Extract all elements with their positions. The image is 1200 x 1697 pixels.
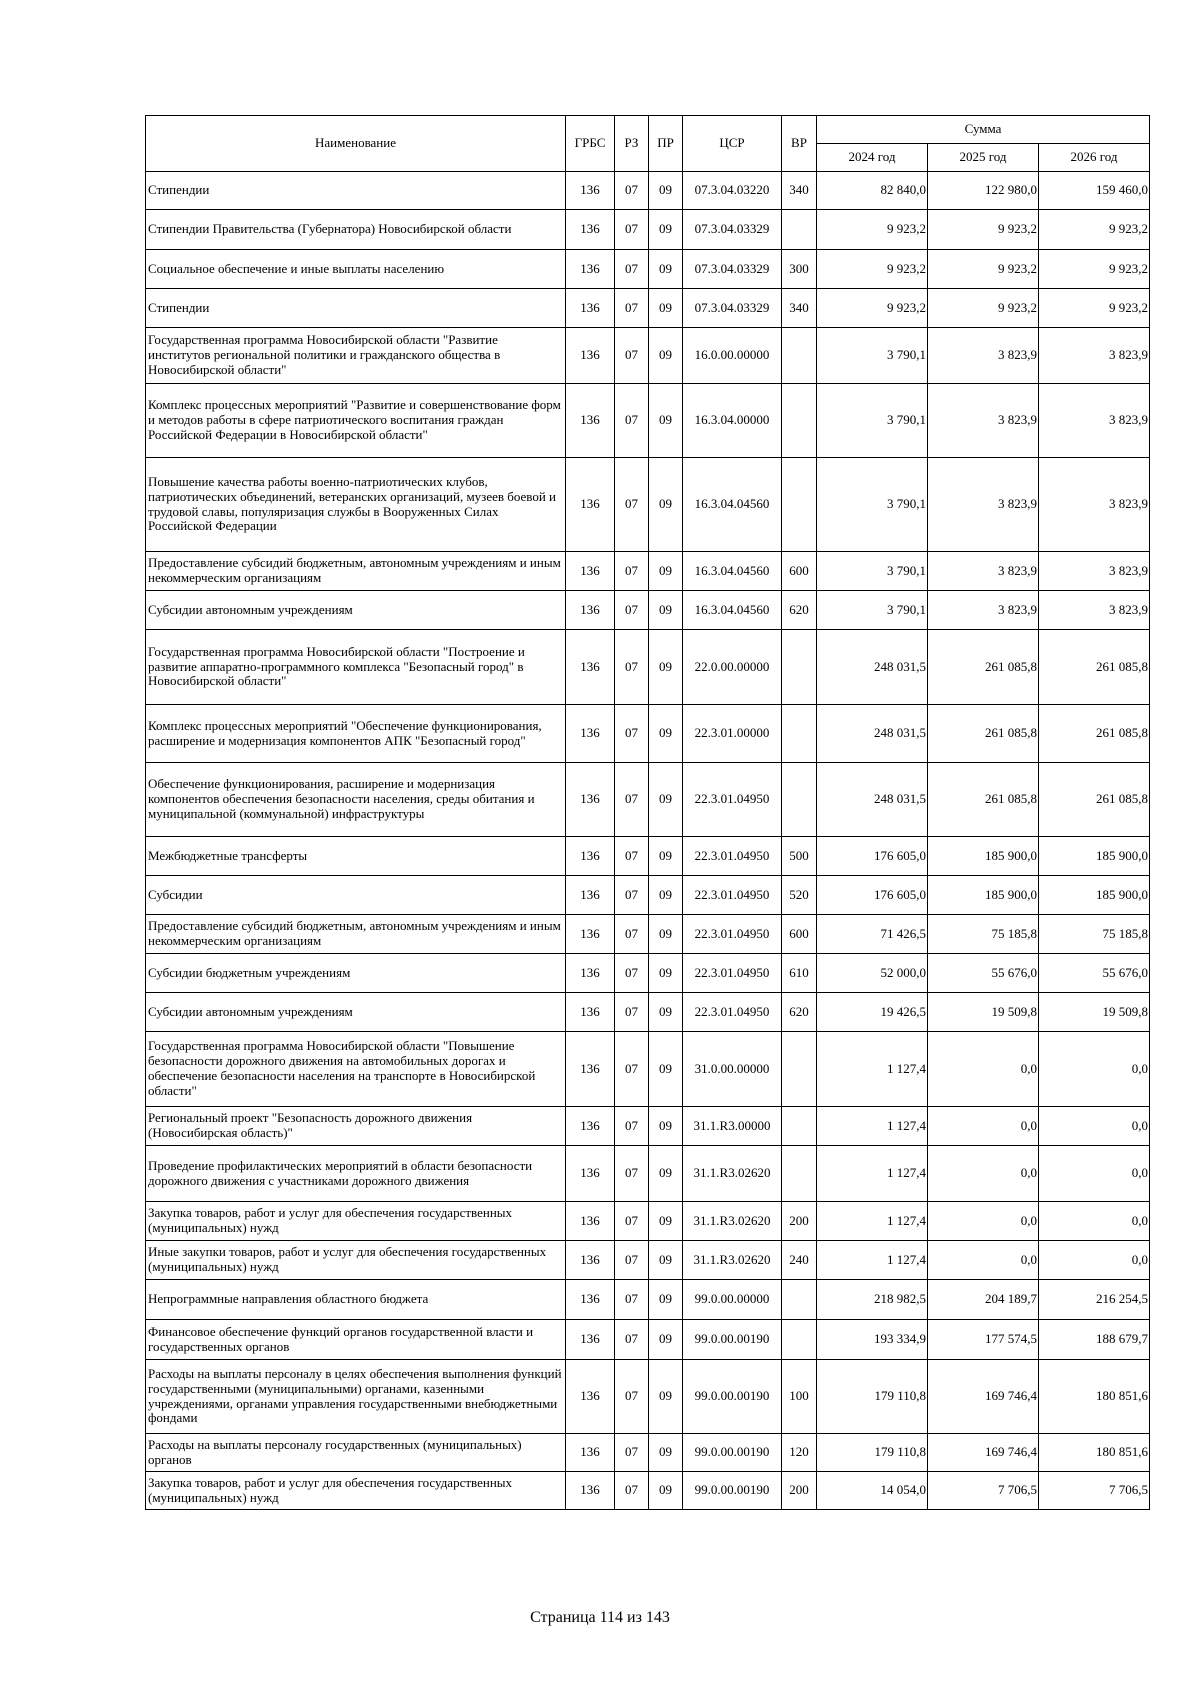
row-amount-2024: 248 031,5 (817, 630, 928, 705)
row-name: Государственная программа Новосибирской области "Построение и развитие аппаратно-программного комплекса "Безопасный город" в Новосибирской области" (146, 630, 566, 705)
row-amount-2026: 180 851,6 (1039, 1360, 1150, 1434)
table-row (146, 289, 1150, 328)
row-amount-2026: 0,0 (1039, 1032, 1150, 1107)
table-row (146, 591, 1150, 630)
row-pr: 09 (649, 1241, 683, 1280)
row-amount-2025: 75 185,8 (928, 915, 1039, 954)
row-vr: 300 (782, 250, 817, 289)
row-amount-2025: 9 923,2 (928, 210, 1039, 250)
row-pr: 09 (649, 384, 683, 458)
row-name: Предоставление субсидий бюджетным, автономным учреждениям и иным некоммерческим организациям (146, 915, 566, 954)
row-name: Субсидии бюджетным учреждениям (146, 954, 566, 993)
row-rz: 07 (615, 172, 649, 210)
row-rz: 07 (615, 1241, 649, 1280)
row-grbs: 136 (566, 1032, 615, 1107)
row-grbs: 136 (566, 289, 615, 328)
row-rz: 07 (615, 1360, 649, 1434)
row-amount-2024: 3 790,1 (817, 328, 928, 384)
row-vr: 240 (782, 1241, 817, 1280)
page-number: Страница 114 из 143 (530, 1609, 670, 1626)
row-grbs: 136 (566, 763, 615, 837)
row-csr: 99.0.00.00190 (683, 1434, 782, 1472)
row-vr (782, 458, 817, 552)
row-csr: 07.3.04.03220 (683, 172, 782, 210)
row-amount-2024: 179 110,8 (817, 1360, 928, 1434)
row-csr: 99.0.00.00190 (683, 1472, 782, 1510)
row-amount-2024: 71 426,5 (817, 915, 928, 954)
table-row (146, 954, 1150, 993)
row-name: Стипендии (146, 172, 566, 210)
row-pr: 09 (649, 1202, 683, 1241)
row-pr: 09 (649, 210, 683, 250)
row-grbs: 136 (566, 1360, 615, 1434)
row-vr: 340 (782, 289, 817, 328)
row-pr: 09 (649, 1032, 683, 1107)
row-grbs: 136 (566, 837, 615, 876)
row-amount-2025: 0,0 (928, 1241, 1039, 1280)
row-amount-2024: 218 982,5 (817, 1280, 928, 1320)
row-name: Субсидии автономным учреждениям (146, 993, 566, 1032)
row-name: Субсидии автономным учреждениям (146, 591, 566, 630)
row-csr: 31.0.00.00000 (683, 1032, 782, 1107)
row-grbs: 136 (566, 954, 615, 993)
row-amount-2026: 261 085,8 (1039, 705, 1150, 763)
row-rz: 07 (615, 1107, 649, 1146)
row-name: Государственная программа Новосибирской области "Развитие институтов региональной политики и гражданского общества в Новосибирской области" (146, 328, 566, 384)
row-csr: 22.3.01.04950 (683, 915, 782, 954)
row-amount-2026: 185 900,0 (1039, 876, 1150, 915)
row-amount-2024: 193 334,9 (817, 1320, 928, 1360)
header-rz: РЗ (615, 116, 649, 172)
row-rz: 07 (615, 915, 649, 954)
row-vr (782, 1280, 817, 1320)
row-rz: 07 (615, 1472, 649, 1510)
row-amount-2025: 9 923,2 (928, 289, 1039, 328)
row-rz: 07 (615, 954, 649, 993)
row-csr: 22.0.00.00000 (683, 630, 782, 705)
row-amount-2024: 1 127,4 (817, 1146, 928, 1202)
row-pr: 09 (649, 328, 683, 384)
row-csr: 99.0.00.00190 (683, 1360, 782, 1434)
row-name: Закупка товаров, работ и услуг для обеспечения государственных (муниципальных) нужд (146, 1202, 566, 1241)
row-grbs: 136 (566, 1472, 615, 1510)
table-row (146, 915, 1150, 954)
row-vr (782, 328, 817, 384)
row-rz: 07 (615, 328, 649, 384)
row-amount-2024: 176 605,0 (817, 876, 928, 915)
row-pr: 09 (649, 954, 683, 993)
row-amount-2026: 3 823,9 (1039, 458, 1150, 552)
row-rz: 07 (615, 1434, 649, 1472)
table-row (146, 1320, 1150, 1360)
table-row (146, 1472, 1150, 1510)
row-rz: 07 (615, 384, 649, 458)
row-amount-2024: 1 127,4 (817, 1241, 928, 1280)
row-amount-2026: 7 706,5 (1039, 1472, 1150, 1510)
row-pr: 09 (649, 876, 683, 915)
row-rz: 07 (615, 993, 649, 1032)
table-row (146, 210, 1150, 250)
row-amount-2026: 0,0 (1039, 1241, 1150, 1280)
row-amount-2024: 3 790,1 (817, 384, 928, 458)
row-grbs: 136 (566, 1241, 615, 1280)
row-vr (782, 210, 817, 250)
row-csr: 16.3.04.04560 (683, 458, 782, 552)
row-vr: 120 (782, 1434, 817, 1472)
row-grbs: 136 (566, 705, 615, 763)
row-pr: 09 (649, 1472, 683, 1510)
row-csr: 99.0.00.00000 (683, 1280, 782, 1320)
row-grbs: 136 (566, 993, 615, 1032)
row-csr: 31.1.R3.02620 (683, 1241, 782, 1280)
row-rz: 07 (615, 1280, 649, 1320)
row-pr: 09 (649, 552, 683, 591)
row-grbs: 136 (566, 1107, 615, 1146)
row-amount-2025: 204 189,7 (928, 1280, 1039, 1320)
header-2024: 2024 год (817, 144, 928, 172)
row-amount-2025: 3 823,9 (928, 552, 1039, 591)
row-rz: 07 (615, 591, 649, 630)
header-vr: ВР (782, 116, 817, 172)
row-pr: 09 (649, 1280, 683, 1320)
row-vr: 610 (782, 954, 817, 993)
row-vr: 600 (782, 552, 817, 591)
row-amount-2025: 55 676,0 (928, 954, 1039, 993)
row-amount-2026: 3 823,9 (1039, 591, 1150, 630)
row-rz: 07 (615, 458, 649, 552)
row-pr: 09 (649, 1360, 683, 1434)
row-rz: 07 (615, 1202, 649, 1241)
row-csr: 16.0.00.00000 (683, 328, 782, 384)
row-amount-2025: 122 980,0 (928, 172, 1039, 210)
row-pr: 09 (649, 1434, 683, 1472)
row-name: Стипендии (146, 289, 566, 328)
table-row (146, 763, 1150, 837)
row-csr: 22.3.01.04950 (683, 876, 782, 915)
row-csr: 22.3.01.04950 (683, 763, 782, 837)
row-rz: 07 (615, 1320, 649, 1360)
row-rz: 07 (615, 210, 649, 250)
row-vr (782, 1320, 817, 1360)
table-row (146, 630, 1150, 705)
row-vr: 620 (782, 993, 817, 1032)
row-csr: 22.3.01.04950 (683, 954, 782, 993)
row-amount-2025: 0,0 (928, 1202, 1039, 1241)
row-amount-2026: 216 254,5 (1039, 1280, 1150, 1320)
row-amount-2024: 3 790,1 (817, 591, 928, 630)
header-grbs: ГРБС (566, 116, 615, 172)
row-amount-2026: 9 923,2 (1039, 289, 1150, 328)
table-row (146, 1107, 1150, 1146)
row-name: Государственная программа Новосибирской области "Повышение безопасности дорожного движения на автомобильных дорогах и обеспечение безопасности населения на транспорте в Новосибирской области" (146, 1032, 566, 1107)
row-amount-2025: 9 923,2 (928, 250, 1039, 289)
row-rz: 07 (615, 837, 649, 876)
row-amount-2026: 185 900,0 (1039, 837, 1150, 876)
row-pr: 09 (649, 993, 683, 1032)
header-2025: 2025 год (928, 144, 1039, 172)
table-row (146, 552, 1150, 591)
row-amount-2024: 248 031,5 (817, 763, 928, 837)
header-pr: ПР (649, 116, 683, 172)
row-amount-2024: 3 790,1 (817, 552, 928, 591)
table-row (146, 1434, 1150, 1472)
table-row (146, 1202, 1150, 1241)
table-row (146, 993, 1150, 1032)
table-row (146, 705, 1150, 763)
row-amount-2026: 3 823,9 (1039, 328, 1150, 384)
row-pr: 09 (649, 837, 683, 876)
row-csr: 22.3.01.04950 (683, 837, 782, 876)
table-row (146, 384, 1150, 458)
header-sum: Сумма (817, 116, 1150, 144)
row-csr: 16.3.04.04560 (683, 552, 782, 591)
row-amount-2026: 188 679,7 (1039, 1320, 1150, 1360)
row-amount-2025: 261 085,8 (928, 763, 1039, 837)
row-rz: 07 (615, 250, 649, 289)
row-pr: 09 (649, 250, 683, 289)
row-vr (782, 1146, 817, 1202)
row-amount-2025: 0,0 (928, 1032, 1039, 1107)
row-grbs: 136 (566, 1320, 615, 1360)
table-row (146, 1032, 1150, 1107)
row-vr: 200 (782, 1472, 817, 1510)
row-csr: 22.3.01.04950 (683, 993, 782, 1032)
row-grbs: 136 (566, 1146, 615, 1202)
row-grbs: 136 (566, 876, 615, 915)
row-grbs: 136 (566, 172, 615, 210)
row-rz: 07 (615, 1032, 649, 1107)
row-vr: 600 (782, 915, 817, 954)
row-name: Расходы на выплаты персоналу государственных (муниципальных) органов (146, 1434, 566, 1472)
row-amount-2026: 261 085,8 (1039, 763, 1150, 837)
row-amount-2024: 9 923,2 (817, 289, 928, 328)
row-grbs: 136 (566, 210, 615, 250)
row-name: Закупка товаров, работ и услуг для обеспечения государственных (муниципальных) нужд (146, 1472, 566, 1510)
row-csr: 99.0.00.00190 (683, 1320, 782, 1360)
row-csr: 31.1.R3.00000 (683, 1107, 782, 1146)
row-amount-2025: 177 574,5 (928, 1320, 1039, 1360)
row-amount-2026: 3 823,9 (1039, 552, 1150, 591)
row-pr: 09 (649, 915, 683, 954)
table-row (146, 172, 1150, 210)
row-grbs: 136 (566, 591, 615, 630)
row-amount-2026: 159 460,0 (1039, 172, 1150, 210)
row-amount-2025: 0,0 (928, 1107, 1039, 1146)
row-amount-2025: 3 823,9 (928, 384, 1039, 458)
row-pr: 09 (649, 1146, 683, 1202)
row-name: Региональный проект "Безопасность дорожного движения (Новосибирская область)" (146, 1107, 566, 1146)
header-2026: 2026 год (1039, 144, 1150, 172)
row-csr: 16.3.04.00000 (683, 384, 782, 458)
row-vr: 500 (782, 837, 817, 876)
row-amount-2026: 19 509,8 (1039, 993, 1150, 1032)
row-amount-2024: 179 110,8 (817, 1434, 928, 1472)
row-csr: 16.3.04.04560 (683, 591, 782, 630)
row-rz: 07 (615, 289, 649, 328)
row-name: Предоставление субсидий бюджетным, автономным учреждениям и иным некоммерческим организациям (146, 552, 566, 591)
row-grbs: 136 (566, 458, 615, 552)
row-amount-2024: 52 000,0 (817, 954, 928, 993)
row-amount-2025: 3 823,9 (928, 328, 1039, 384)
row-csr: 07.3.04.03329 (683, 210, 782, 250)
row-rz: 07 (615, 705, 649, 763)
budget-table (145, 115, 1150, 1510)
row-pr: 09 (649, 289, 683, 328)
table-row (146, 458, 1150, 552)
row-pr: 09 (649, 763, 683, 837)
row-pr: 09 (649, 458, 683, 552)
table-header (146, 116, 1150, 172)
row-amount-2026: 180 851,6 (1039, 1434, 1150, 1472)
row-vr (782, 630, 817, 705)
row-amount-2024: 3 790,1 (817, 458, 928, 552)
row-amount-2025: 0,0 (928, 1146, 1039, 1202)
row-csr: 07.3.04.03329 (683, 289, 782, 328)
header-name: Наименование (146, 116, 566, 172)
row-name: Непрограммные направления областного бюджета (146, 1280, 566, 1320)
row-amount-2026: 55 676,0 (1039, 954, 1150, 993)
row-grbs: 136 (566, 328, 615, 384)
row-grbs: 136 (566, 1434, 615, 1472)
row-csr: 22.3.01.00000 (683, 705, 782, 763)
row-rz: 07 (615, 763, 649, 837)
row-rz: 07 (615, 1146, 649, 1202)
row-vr: 100 (782, 1360, 817, 1434)
row-amount-2024: 82 840,0 (817, 172, 928, 210)
row-grbs: 136 (566, 630, 615, 705)
row-amount-2025: 261 085,8 (928, 630, 1039, 705)
row-name: Обеспечение функционирования, расширение и модернизация компонентов обеспечения безопасности населения, среды обитания и муниципальной (коммунальной) инфраструктуры (146, 763, 566, 837)
row-pr: 09 (649, 591, 683, 630)
row-pr: 09 (649, 172, 683, 210)
table-row (146, 837, 1150, 876)
row-name: Расходы на выплаты персоналу в целях обеспечения выполнения функций государственными (муниципальными) органами, казенными учреждениями, органами управления государственными внебюджетными фондами (146, 1360, 566, 1434)
row-amount-2025: 19 509,8 (928, 993, 1039, 1032)
row-amount-2025: 169 746,4 (928, 1360, 1039, 1434)
row-amount-2025: 7 706,5 (928, 1472, 1039, 1510)
table-row (146, 250, 1150, 289)
row-name: Стипендии Правительства (Губернатора) Новосибирской области (146, 210, 566, 250)
table-row (146, 876, 1150, 915)
row-amount-2024: 14 054,0 (817, 1472, 928, 1510)
row-amount-2025: 185 900,0 (928, 876, 1039, 915)
row-vr (782, 1107, 817, 1146)
row-amount-2025: 3 823,9 (928, 591, 1039, 630)
row-vr (782, 384, 817, 458)
row-amount-2026: 3 823,9 (1039, 384, 1150, 458)
row-grbs: 136 (566, 552, 615, 591)
row-amount-2026: 75 185,8 (1039, 915, 1150, 954)
row-vr: 520 (782, 876, 817, 915)
row-vr (782, 1032, 817, 1107)
row-grbs: 136 (566, 915, 615, 954)
header-csr: ЦСР (683, 116, 782, 172)
row-vr (782, 705, 817, 763)
row-vr (782, 763, 817, 837)
row-pr: 09 (649, 1107, 683, 1146)
row-name: Проведение профилактических мероприятий в области безопасности дорожного движения с участниками дорожного движения (146, 1146, 566, 1202)
row-amount-2026: 0,0 (1039, 1202, 1150, 1241)
row-name: Комплекс процессных мероприятий "Развитие и совершенствование форм и методов работы в сфере патриотического воспитания граждан Российской Федерации в Новосибирской области" (146, 384, 566, 458)
row-grbs: 136 (566, 1280, 615, 1320)
row-amount-2024: 9 923,2 (817, 250, 928, 289)
row-amount-2024: 19 426,5 (817, 993, 928, 1032)
row-amount-2024: 1 127,4 (817, 1032, 928, 1107)
row-rz: 07 (615, 630, 649, 705)
row-name: Социальное обеспечение и иные выплаты населению (146, 250, 566, 289)
row-pr: 09 (649, 630, 683, 705)
row-grbs: 136 (566, 250, 615, 289)
row-amount-2025: 3 823,9 (928, 458, 1039, 552)
table-row (146, 1360, 1150, 1434)
row-grbs: 136 (566, 384, 615, 458)
table-row (146, 1146, 1150, 1202)
row-rz: 07 (615, 552, 649, 591)
row-name: Субсидии (146, 876, 566, 915)
row-amount-2024: 248 031,5 (817, 705, 928, 763)
row-name: Комплекс процессных мероприятий "Обеспечение функционирования, расширение и модернизация компонентов АПК "Безопасный город" (146, 705, 566, 763)
row-name: Иные закупки товаров, работ и услуг для обеспечения государственных (муниципальных) нужд (146, 1241, 566, 1280)
table-body (146, 172, 1150, 1510)
row-name: Межбюджетные трансферты (146, 837, 566, 876)
row-vr: 620 (782, 591, 817, 630)
row-amount-2026: 9 923,2 (1039, 250, 1150, 289)
row-grbs: 136 (566, 1202, 615, 1241)
table-row (146, 1280, 1150, 1320)
row-vr: 200 (782, 1202, 817, 1241)
row-amount-2024: 1 127,4 (817, 1202, 928, 1241)
row-vr: 340 (782, 172, 817, 210)
row-amount-2025: 185 900,0 (928, 837, 1039, 876)
row-name: Финансовое обеспечение функций органов государственной власти и государственных органов (146, 1320, 566, 1360)
row-csr: 31.1.R3.02620 (683, 1146, 782, 1202)
row-rz: 07 (615, 876, 649, 915)
row-csr: 07.3.04.03329 (683, 250, 782, 289)
row-amount-2026: 261 085,8 (1039, 630, 1150, 705)
row-amount-2026: 9 923,2 (1039, 210, 1150, 250)
row-amount-2024: 1 127,4 (817, 1107, 928, 1146)
row-amount-2026: 0,0 (1039, 1107, 1150, 1146)
row-amount-2024: 9 923,2 (817, 210, 928, 250)
row-pr: 09 (649, 1320, 683, 1360)
row-amount-2026: 0,0 (1039, 1146, 1150, 1202)
table-row (146, 1241, 1150, 1280)
row-amount-2024: 176 605,0 (817, 837, 928, 876)
row-pr: 09 (649, 705, 683, 763)
row-amount-2025: 169 746,4 (928, 1434, 1039, 1472)
row-name: Повышение качества работы военно-патриотических клубов, патриотических объединений, ветеранских организаций, музеев боевой и трудовой славы, популяризация службы в Вооруженных Силах Российской Федерации (146, 458, 566, 552)
row-csr: 31.1.R3.02620 (683, 1202, 782, 1241)
row-amount-2025: 261 085,8 (928, 705, 1039, 763)
table-row (146, 328, 1150, 384)
